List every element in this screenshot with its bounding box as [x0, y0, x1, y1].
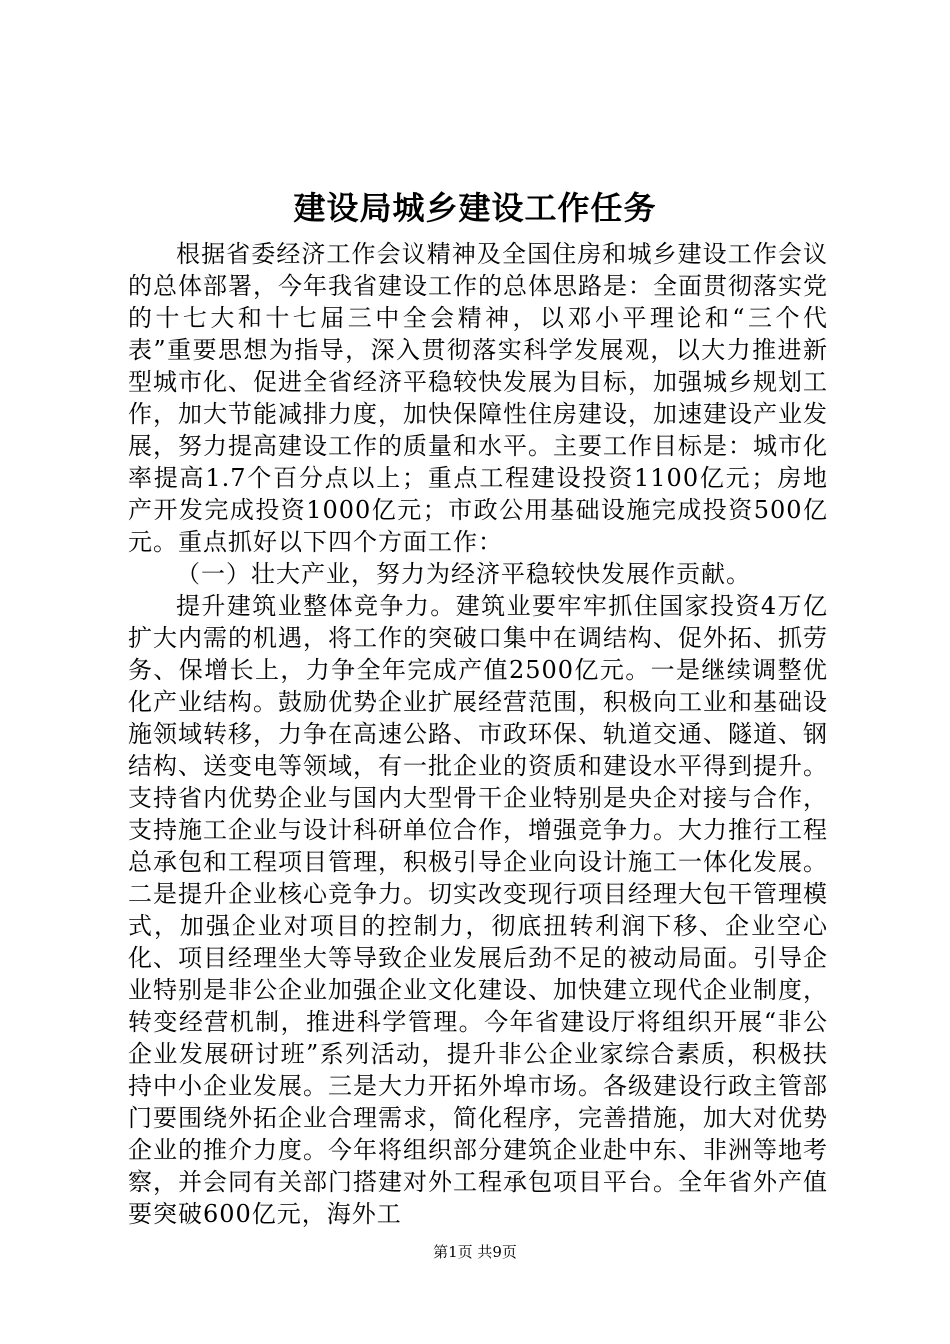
page-number-footer: 第1页 共9页	[433, 1243, 517, 1261]
paragraph-intro: 根据省委经济工作会议精神及全国住房和城乡建设工作会议的总体部署，今年我省建设工作的总体思路是：全面贯彻落实党的十七大和十七届三中全会精神，以邓小平理论和“三个代表”重要思想为指导，深入贯彻落实科学发展观，以大力推进新型城市化、促进全省经济平稳较快发展为目标，加强城乡规划工作，加大节能减排力度，加快保障性住房建设，加速建设产业发展，努力提高建设工作的质量和水平。主要工作目标是：城市化率提高1.7个百分点以上；重点工程建设投资1100亿元；房地产开发完成投资1000亿元；市政公用基础设施完成投资500亿元。重点抓好以下四个方面工作：	[128, 240, 828, 556]
document-body	[128, 238, 828, 1230]
document-title: 建设局城乡建设工作任务	[293, 189, 657, 227]
paragraph-section-heading: （一）壮大产业，努力为经济平稳较快发展作贡献。	[176, 560, 751, 588]
paragraph-construction-industry: 提升建筑业整体竞争力。建筑业要牢牢抓住国家投资4万亿扩大内需的机遇，将工作的突破口集中在调结构、促外拓、抓劳务、保增长上，力争全年完成产值2500亿元。一是继续调整优化产业结构。鼓励优势企业扩展经营范围，积极向工业和基础设施领域转移，力争在高速公路、市政环保、轨道交通、隧道、钢结构、送变电等领域，有一批企业的资质和建设水平得到提升。支持省内优势企业与国内大型骨干企业特别是央企对接与合作，支持施工企业与设计科研单位合作，增强竞争力。大力推行工程总承包和工程项目管理，积极引导企业向设计施工一体化发展。二是提升企业核心竞争力。切实改变现行项目经理大包干管理模式，加强企业对项目的控制力，彻底扭转利润下移、企业空心化、项目经理坐大等导致企业发展后劲不足的被动局面。引导企业特别是非公企业加强企业文化建设、加快建立现代企业制度，转变经营机制，推进科学管理。今年省建设厅将组织开展“非公企业发展研讨班”系列活动，提升非公企业家综合素质，积极扶持中小企业发展。三是大力开拓外埠市场。各级建设行政主管部门要围绕外拓企业合理需求，简化程序，完善措施，加大对优势企业的推介力度。今年将组织部分建筑企业赴中东、非洲等地考察，并会同有关部门搭建对外工程承包项目平台。全年省外产值要突破600亿元，海外工	[128, 592, 828, 1228]
